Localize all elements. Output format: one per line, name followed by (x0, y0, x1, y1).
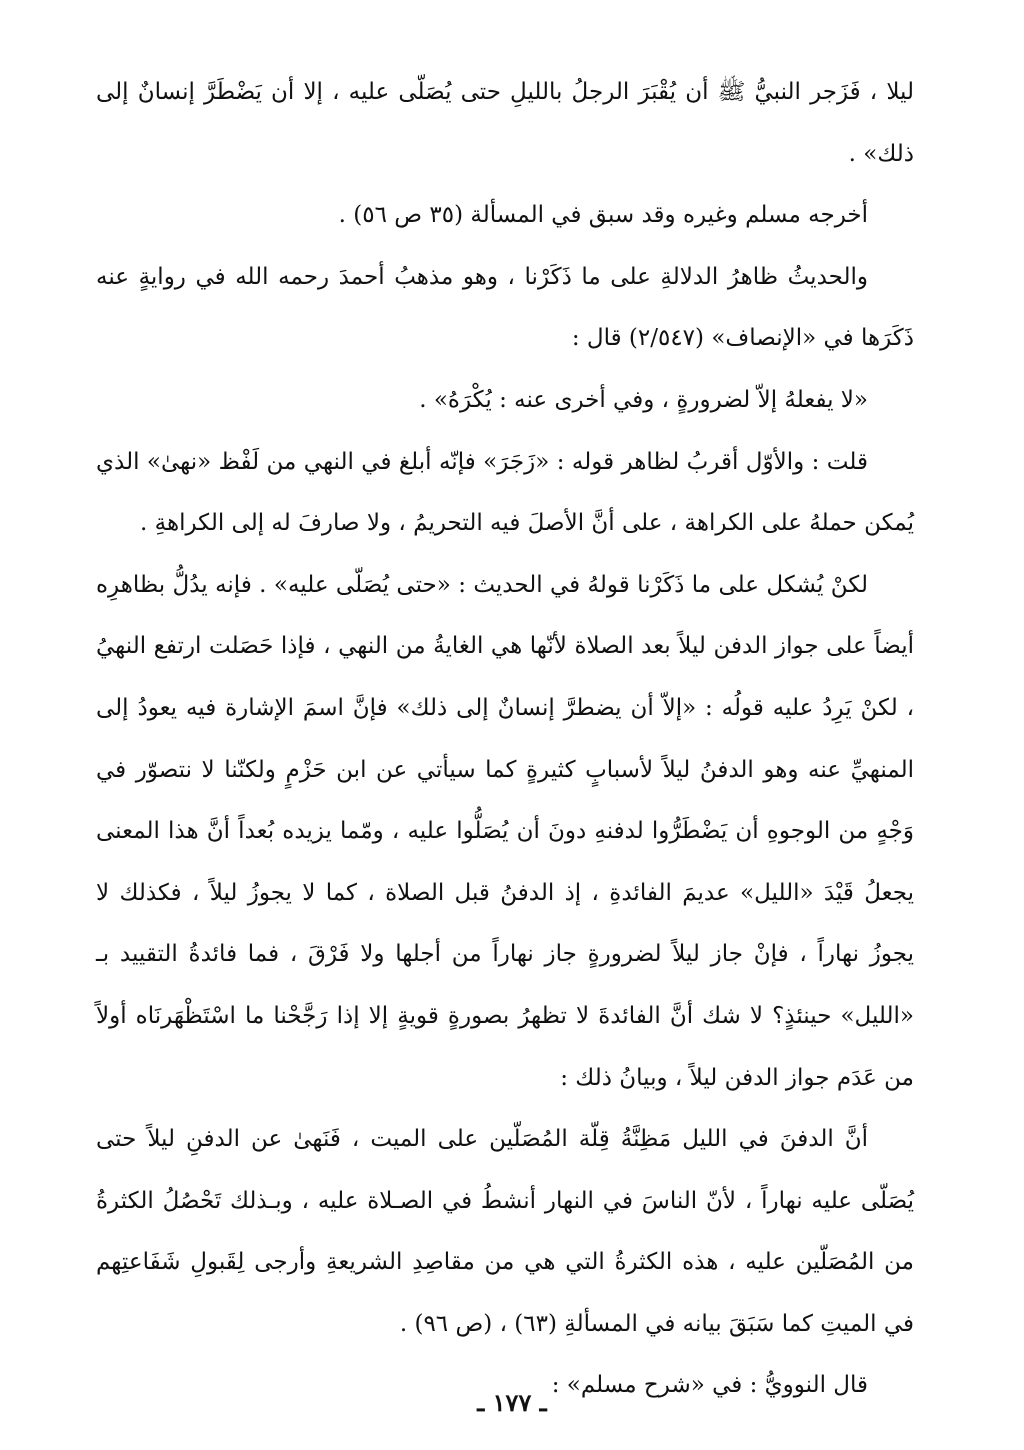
paragraph-takhrij: أخرجه مسلم وغيره وقد سبق في المسألة (٣٥ ص ٥٦) . (338, 202, 868, 229)
paragraph-author-opinion: قلت : والأوّل أقربُ لظاهر قوله : «زَجَرَ» فإنّه أبلغ في النهي من لَفْظ «نهىٰ» الذي يُمكن حملهُ على الكراهة ، على أنَّ الأصلَ فيه التحريمُ ، ولا صارفَ له إلى الكراهةِ . (96, 448, 914, 537)
paragraph-hadith-meaning: والحديثُ ظاهرُ الدلالةِ على ما ذَكَرْنا ، وهو مذهبُ أحمدَ رحمه الله في روايةٍ عنه ذَكَرَها في «الإنصاف» (٢/٥٤٧) قال : (96, 263, 914, 352)
page-number: ـ ١٧٧ ـ (477, 1388, 547, 1417)
paragraph-explanation: أنَّ الدفنَ في الليل مَظِنَّةُ قِلّة المُصَلّين على الميت ، فَنَهىٰ عن الدفنِ ليلاً حتى يُصَلّى عليه نهاراً ، لأنّ الناسَ في النهار أنشطُ في الصـلاة عليه ، وبـذلك تَحْصُلُ الكثرةُ من المُصَلّين عليه ، هذه الكثرةُ التي هي من مقاصِدِ الشريعةِ وأرجى لِقَبولِ شَفَاعتِهم في الميتِ كما سَبَقَ بيانه في المسألةِ (٦٣) ، (ص ٩٦) . (96, 1126, 914, 1337)
paragraph-hadith-end: ليلا ، فَزَجر النبيُّ ﷺ أن يُقْبَرَ الرجلُ بالليلِ حتى يُصَلّى عليه ، إلا أن يَضْطَرَّ إنسانٌ إلى ذلك» . (96, 79, 914, 167)
paragraph-quote-insaf: «لا يفعلهُ إلاّ لضرورةٍ ، وفي أخرى عنه : يُكْرَهُ» . (419, 386, 868, 413)
page-body-text (96, 62, 914, 1417)
paragraph-nawawi-intro: قال النوويُّ : في «شرح مسلم» : (551, 1372, 868, 1399)
paragraph-objection: لكنْ يُشكل على ما ذَكَرْنا قولهُ في الحديث : «حتى يُصَلّى عليه» . فإنه يدُلُّ بظاهرِه أيضاً على جواز الدفن ليلاً بعد الصلاة لأنّها هي الغايةُ من النهي ، فإذا حَصَلت ارتفع النهيُ ، لكنْ يَرِدُ عليه قولُه : «إلاّ أن يضطرَّ إنسانٌ إلى ذلك» فإنَّ اسمَ الإشارة فيه يعودُ إلى المنهيِّ عنه وهو الدفنُ ليلاً لأسبابٍ كثيرةٍ كما سيأتي عن ابن حَزْمٍ ولكنّنا لا نتصوّر في وَجْهٍ من الوجوهِ أن يَضْطَرُّوا لدفنهِ دونَ أن يُصَلُّوا عليه ، ومّما يزيده بُعداً أنَّ هذا المعنى يجعلُ قَيْدَ «الليل» عديمَ الفائدةِ ، إذ الدفنُ قبل الصلاة ، كما لا يجوزُ ليلاً ، فكذلك لا يجوزُ نهاراً ، فإنْ جاز ليلاً لضرورةٍ جاز نهاراً من أجلها ولا فَرْقَ ، فما فائدةُ التقييد بـ «الليل» حينئذٍ؟ لا شك أنَّ الفائدةَ لا تظهرُ بصورةٍ قويةٍ إلا إذا رَجَّحْنا ما اسْتَظْهَرنَاه أولاً من عَدَم جواز الدفن ليلاً ، وبيانُ ذلك : (96, 571, 914, 1091)
